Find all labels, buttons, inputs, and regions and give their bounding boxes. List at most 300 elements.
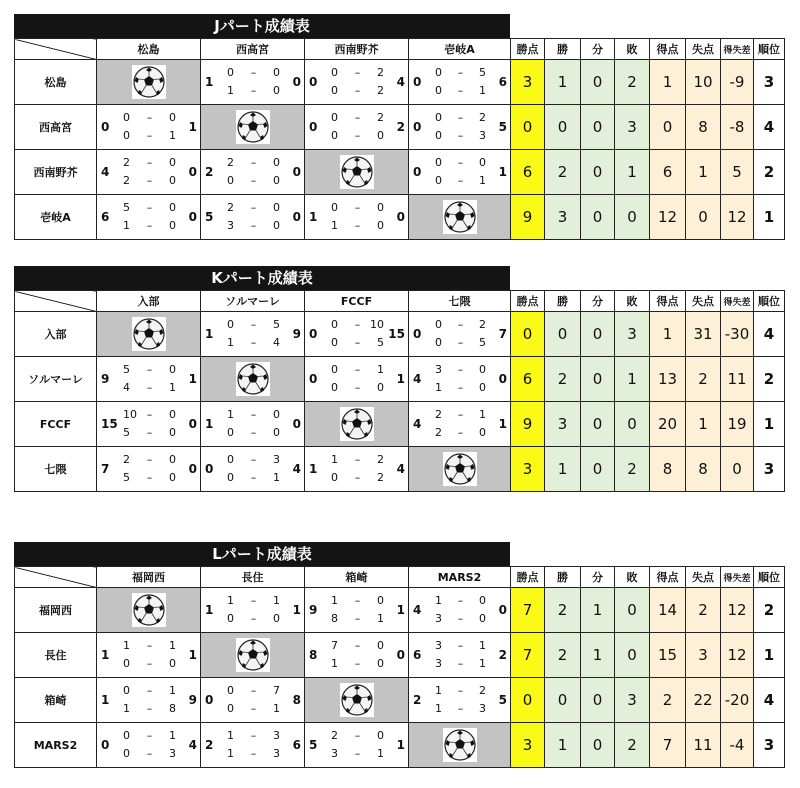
goal-difference-cell: 11	[721, 357, 754, 402]
second-half-score: – 1 0	[331, 219, 384, 232]
second-half-score: – 1 4	[227, 336, 280, 349]
column-header-team: 七隈	[409, 291, 511, 312]
total-goals-against: 0	[498, 603, 507, 617]
column-header-d: 分	[581, 291, 615, 312]
second-half-score: – 1 3	[227, 747, 280, 760]
losses-cell: 3	[615, 312, 650, 357]
goals-for-cell: 1	[650, 60, 686, 105]
self-match-cell	[97, 60, 201, 105]
first-half-score: – 0 1	[123, 729, 176, 742]
table-row	[15, 105, 785, 150]
second-half-score: – 0 1	[435, 84, 486, 97]
row-team-name: 箱崎	[15, 678, 97, 723]
row-team-name: 西高宮	[15, 105, 97, 150]
first-half-score: – 1 3	[227, 729, 280, 742]
points-cell: 0	[511, 678, 545, 723]
wins-cell: 2	[545, 633, 581, 678]
goals-against-cell: 3	[686, 633, 721, 678]
row-team-name: 松島	[15, 60, 97, 105]
column-header-l: 敗	[615, 39, 650, 60]
losses-cell: 0	[615, 402, 650, 447]
first-half-score: – 0 0	[435, 156, 486, 169]
column-header-ga: 失点	[686, 291, 721, 312]
standings-grid	[14, 566, 785, 768]
goals-against-cell: 10	[686, 60, 721, 105]
soccer-ball-icon	[132, 317, 166, 351]
first-half-score: – 2 0	[227, 156, 280, 169]
points-cell: 6	[511, 357, 545, 402]
second-half-score: – 3 1	[435, 657, 486, 670]
first-half-score: – 2 0	[331, 729, 384, 742]
points-cell: 6	[511, 150, 545, 195]
second-half-score: – 0 3	[435, 129, 486, 142]
first-half-score: – 0 5	[227, 318, 280, 331]
self-match-cell	[97, 312, 201, 357]
total-goals-for: 6	[101, 210, 110, 224]
match-result-cell	[305, 633, 409, 678]
match-result-cell	[305, 312, 409, 357]
wins-cell: 0	[545, 678, 581, 723]
rank-cell: 1	[754, 195, 785, 240]
column-header-l: 敗	[615, 567, 650, 588]
column-header-rank: 順位	[754, 39, 785, 60]
total-goals-against: 0	[188, 210, 197, 224]
points-cell: 3	[511, 447, 545, 492]
match-result-cell	[201, 312, 305, 357]
column-header-pts: 勝点	[511, 39, 545, 60]
column-header-l: 敗	[615, 291, 650, 312]
total-goals-for: 1	[205, 75, 214, 89]
rank-cell: 2	[754, 588, 785, 633]
goals-for-cell: 13	[650, 357, 686, 402]
total-goals-against: 1	[396, 603, 405, 617]
second-half-score: – 0 5	[331, 336, 384, 349]
match-result-cell	[201, 588, 305, 633]
rank-cell: 2	[754, 357, 785, 402]
total-goals-against: 5	[498, 693, 507, 707]
losses-cell: 2	[615, 723, 650, 768]
first-half-score: – 0 7	[227, 684, 280, 697]
match-result-cell	[97, 402, 201, 447]
total-goals-for: 0	[413, 120, 422, 134]
first-half-score: – 2 0	[123, 453, 176, 466]
match-result-cell	[305, 195, 409, 240]
row-team-name: 福岡西	[15, 588, 97, 633]
match-result-cell	[305, 588, 409, 633]
second-half-score: – 1 0	[227, 84, 280, 97]
second-half-score: – 1 0	[435, 381, 486, 394]
match-result-cell	[201, 195, 305, 240]
points-cell: 9	[511, 402, 545, 447]
total-goals-against: 1	[498, 165, 507, 179]
row-team-name: 七隈	[15, 447, 97, 492]
losses-cell: 2	[615, 447, 650, 492]
total-goals-for: 1	[205, 327, 214, 341]
total-goals-for: 4	[413, 603, 422, 617]
column-header-gd: 得失差	[721, 39, 754, 60]
table-row	[15, 60, 785, 105]
column-header-team: FCCF	[305, 291, 409, 312]
column-header-ga: 失点	[686, 567, 721, 588]
draws-cell: 0	[581, 723, 615, 768]
table-row	[15, 723, 785, 768]
wins-cell: 1	[545, 723, 581, 768]
self-match-cell	[201, 633, 305, 678]
total-goals-against: 1	[396, 372, 405, 386]
total-goals-against: 0	[498, 372, 507, 386]
total-goals-for: 0	[309, 327, 318, 341]
goals-against-cell: 31	[686, 312, 721, 357]
match-result-cell	[409, 60, 511, 105]
column-header-pts: 勝点	[511, 291, 545, 312]
corner-cell	[15, 39, 97, 60]
first-half-score: – 0 5	[435, 66, 486, 79]
goal-difference-cell: -30	[721, 312, 754, 357]
second-half-score: – 0 0	[227, 426, 280, 439]
column-header-gf: 得点	[650, 39, 686, 60]
corner-cell	[15, 291, 97, 312]
soccer-ball-icon	[340, 407, 374, 441]
soccer-ball-icon	[443, 452, 477, 486]
total-goals-against: 9	[188, 693, 197, 707]
total-goals-for: 1	[309, 462, 318, 476]
total-goals-for: 2	[413, 693, 422, 707]
total-goals-against: 2	[498, 648, 507, 662]
total-goals-against: 0	[188, 417, 197, 431]
total-goals-for: 0	[413, 327, 422, 341]
table-row	[15, 633, 785, 678]
corner-cell	[15, 567, 97, 588]
self-match-cell	[305, 678, 409, 723]
second-half-score: – 0 2	[331, 84, 384, 97]
column-header-team: ソルマーレ	[201, 291, 305, 312]
total-goals-against: 0	[292, 417, 301, 431]
column-header-w: 勝	[545, 567, 581, 588]
total-goals-against: 6	[292, 738, 301, 752]
goal-difference-cell: 0	[721, 447, 754, 492]
goals-against-cell: 0	[686, 195, 721, 240]
table-row	[15, 312, 785, 357]
standings-grid	[14, 290, 785, 492]
goals-for-cell: 0	[650, 105, 686, 150]
goals-for-cell: 14	[650, 588, 686, 633]
second-half-score: – 0 0	[227, 174, 280, 187]
row-team-name: 入部	[15, 312, 97, 357]
column-header-team: 入部	[97, 291, 201, 312]
goals-for-cell: 1	[650, 312, 686, 357]
total-goals-against: 0	[292, 210, 301, 224]
goals-against-cell: 8	[686, 105, 721, 150]
total-goals-for: 4	[101, 165, 110, 179]
first-half-score: – 1 1	[123, 639, 176, 652]
total-goals-for: 0	[309, 372, 318, 386]
table-row	[15, 357, 785, 402]
wins-cell: 0	[545, 105, 581, 150]
goals-for-cell: 6	[650, 150, 686, 195]
total-goals-for: 6	[413, 648, 422, 662]
total-goals-against: 0	[292, 165, 301, 179]
goals-against-cell: 1	[686, 402, 721, 447]
total-goals-against: 7	[498, 327, 507, 341]
table-row	[15, 195, 785, 240]
table-row	[15, 402, 785, 447]
first-half-score: – 5 0	[123, 363, 176, 376]
total-goals-against: 0	[188, 165, 197, 179]
match-result-cell	[305, 357, 409, 402]
goals-against-cell: 2	[686, 357, 721, 402]
second-half-score: – 0 2	[331, 471, 384, 484]
total-goals-for: 5	[205, 210, 214, 224]
column-header-rank: 順位	[754, 567, 785, 588]
draws-cell: 0	[581, 150, 615, 195]
goals-against-cell: 8	[686, 447, 721, 492]
total-goals-against: 1	[292, 603, 301, 617]
first-half-score: – 2 0	[227, 201, 280, 214]
first-half-score: – 0 1	[123, 684, 176, 697]
total-goals-against: 4	[292, 462, 301, 476]
wins-cell: 3	[545, 402, 581, 447]
second-half-score: – 0 0	[331, 129, 384, 142]
match-result-cell	[201, 402, 305, 447]
row-team-name: FCCF	[15, 402, 97, 447]
wins-cell: 2	[545, 150, 581, 195]
column-header-team: 松島	[97, 39, 201, 60]
second-half-score: – 1 8	[123, 702, 176, 715]
match-result-cell	[201, 678, 305, 723]
rank-cell: 1	[754, 402, 785, 447]
table-row	[15, 588, 785, 633]
soccer-ball-icon	[132, 65, 166, 99]
total-goals-for: 0	[101, 120, 110, 134]
total-goals-for: 8	[309, 648, 318, 662]
total-goals-against: 4	[188, 738, 197, 752]
total-goals-for: 15	[101, 417, 118, 431]
column-header-w: 勝	[545, 291, 581, 312]
match-result-cell	[409, 312, 511, 357]
first-half-score: – 0 0	[331, 201, 384, 214]
first-half-score: – 7 0	[331, 639, 384, 652]
goals-against-cell: 11	[686, 723, 721, 768]
second-half-score: – 0 1	[227, 702, 280, 715]
total-goals-for: 1	[205, 417, 214, 431]
total-goals-against: 5	[498, 120, 507, 134]
total-goals-for: 1	[309, 210, 318, 224]
total-goals-for: 0	[413, 75, 422, 89]
points-cell: 0	[511, 312, 545, 357]
match-result-cell	[201, 60, 305, 105]
column-header-team: 西南野芥	[305, 39, 409, 60]
second-half-score: – 0 1	[435, 174, 486, 187]
table-row	[15, 150, 785, 195]
match-result-cell	[97, 105, 201, 150]
total-goals-against: 1	[498, 417, 507, 431]
first-half-score: – 0 0	[123, 111, 176, 124]
points-cell: 3	[511, 60, 545, 105]
total-goals-against: 15	[388, 327, 405, 341]
rank-cell: 2	[754, 150, 785, 195]
soccer-ball-icon	[443, 200, 477, 234]
first-half-score: – 3 1	[435, 639, 486, 652]
second-half-score: – 3 1	[331, 747, 384, 760]
second-half-score: – 0 3	[123, 747, 176, 760]
match-result-cell	[201, 447, 305, 492]
match-result-cell	[409, 105, 511, 150]
first-half-score: – 10 0	[123, 408, 176, 421]
first-half-score: – 1 0	[435, 594, 486, 607]
first-half-score: – 0 1	[331, 363, 384, 376]
draws-cell: 0	[581, 312, 615, 357]
draws-cell: 0	[581, 402, 615, 447]
second-half-score: – 0 1	[227, 471, 280, 484]
total-goals-for: 1	[101, 648, 110, 662]
column-header-team: 福岡西	[97, 567, 201, 588]
self-match-cell	[97, 588, 201, 633]
rank-cell: 3	[754, 723, 785, 768]
match-result-cell	[97, 678, 201, 723]
second-half-score: – 0 5	[435, 336, 486, 349]
second-half-score: – 8 1	[331, 612, 384, 625]
goal-difference-cell: 12	[721, 588, 754, 633]
wins-cell: 1	[545, 447, 581, 492]
total-goals-for: 0	[413, 165, 422, 179]
total-goals-against: 0	[396, 648, 405, 662]
total-goals-against: 0	[396, 210, 405, 224]
second-half-score: – 3 0	[227, 219, 280, 232]
goal-difference-cell: -4	[721, 723, 754, 768]
losses-cell: 1	[615, 357, 650, 402]
points-cell: 7	[511, 633, 545, 678]
match-result-cell	[97, 723, 201, 768]
rank-cell: 1	[754, 633, 785, 678]
second-half-score: – 0 0	[227, 612, 280, 625]
losses-cell: 1	[615, 150, 650, 195]
match-result-cell	[305, 447, 409, 492]
losses-cell: 0	[615, 588, 650, 633]
soccer-ball-icon	[443, 728, 477, 762]
goals-for-cell: 7	[650, 723, 686, 768]
soccer-ball-icon	[236, 638, 270, 672]
draws-cell: 1	[581, 588, 615, 633]
column-header-w: 勝	[545, 39, 581, 60]
table-title: Jパート成績表	[14, 14, 510, 38]
rank-cell: 4	[754, 312, 785, 357]
self-match-cell	[201, 357, 305, 402]
soccer-ball-icon	[132, 593, 166, 627]
match-result-cell	[201, 723, 305, 768]
total-goals-against: 4	[396, 75, 405, 89]
goal-difference-cell: 12	[721, 195, 754, 240]
first-half-score: – 3 0	[435, 363, 486, 376]
goal-difference-cell: -9	[721, 60, 754, 105]
match-result-cell	[305, 723, 409, 768]
total-goals-for: 2	[205, 738, 214, 752]
rank-cell: 4	[754, 105, 785, 150]
column-header-rank: 順位	[754, 291, 785, 312]
first-half-score: – 2 0	[123, 156, 176, 169]
header-row	[15, 39, 785, 60]
second-half-score: – 3 0	[435, 612, 486, 625]
soccer-ball-icon	[236, 110, 270, 144]
column-header-gf: 得点	[650, 567, 686, 588]
goals-for-cell: 20	[650, 402, 686, 447]
total-goals-for: 0	[205, 693, 214, 707]
match-result-cell	[305, 105, 409, 150]
losses-cell: 3	[615, 105, 650, 150]
goal-difference-cell: -8	[721, 105, 754, 150]
goals-against-cell: 1	[686, 150, 721, 195]
second-half-score: – 5 0	[123, 426, 176, 439]
draws-cell: 1	[581, 633, 615, 678]
total-goals-for: 5	[309, 738, 318, 752]
first-half-score: – 0 2	[435, 111, 486, 124]
total-goals-against: 1	[188, 120, 197, 134]
goal-difference-cell: 5	[721, 150, 754, 195]
column-header-team: 壱岐A	[409, 39, 511, 60]
self-match-cell	[201, 105, 305, 150]
header-row	[15, 567, 785, 588]
rank-cell: 4	[754, 678, 785, 723]
match-result-cell	[409, 402, 511, 447]
second-half-score: – 1 0	[123, 219, 176, 232]
match-result-cell	[305, 60, 409, 105]
second-half-score: – 2 0	[435, 426, 486, 439]
first-half-score: – 0 3	[227, 453, 280, 466]
match-result-cell	[97, 633, 201, 678]
goal-difference-cell: 19	[721, 402, 754, 447]
total-goals-for: 9	[309, 603, 318, 617]
row-team-name: MARS2	[15, 723, 97, 768]
total-goals-for: 4	[413, 417, 422, 431]
second-half-score: – 1 0	[331, 657, 384, 670]
rank-cell: 3	[754, 60, 785, 105]
match-result-cell	[409, 150, 511, 195]
draws-cell: 0	[581, 105, 615, 150]
goals-for-cell: 15	[650, 633, 686, 678]
soccer-ball-icon	[340, 683, 374, 717]
table-title: Lパート成績表	[14, 542, 510, 566]
draws-cell: 0	[581, 357, 615, 402]
column-header-d: 分	[581, 567, 615, 588]
first-half-score: – 0 0	[227, 66, 280, 79]
goal-difference-cell: 12	[721, 633, 754, 678]
total-goals-against: 4	[396, 462, 405, 476]
goal-difference-cell: -20	[721, 678, 754, 723]
match-result-cell	[409, 357, 511, 402]
column-header-d: 分	[581, 39, 615, 60]
first-half-score: – 0 10	[331, 318, 384, 331]
draws-cell: 0	[581, 60, 615, 105]
losses-cell: 2	[615, 60, 650, 105]
soccer-ball-icon	[340, 155, 374, 189]
second-half-score: – 0 0	[123, 657, 176, 670]
total-goals-for: 1	[101, 693, 110, 707]
match-result-cell	[409, 633, 511, 678]
first-half-score: – 1 0	[227, 408, 280, 421]
match-result-cell	[409, 588, 511, 633]
points-cell: 0	[511, 105, 545, 150]
self-match-cell	[409, 447, 511, 492]
first-half-score: – 1 0	[331, 594, 384, 607]
losses-cell: 3	[615, 678, 650, 723]
total-goals-for: 0	[205, 462, 214, 476]
rank-cell: 3	[754, 447, 785, 492]
first-half-score: – 0 2	[331, 66, 384, 79]
total-goals-against: 1	[188, 372, 197, 386]
losses-cell: 0	[615, 633, 650, 678]
first-half-score: – 2 1	[435, 408, 486, 421]
column-header-gd: 得失差	[721, 567, 754, 588]
first-half-score: – 1 1	[227, 594, 280, 607]
